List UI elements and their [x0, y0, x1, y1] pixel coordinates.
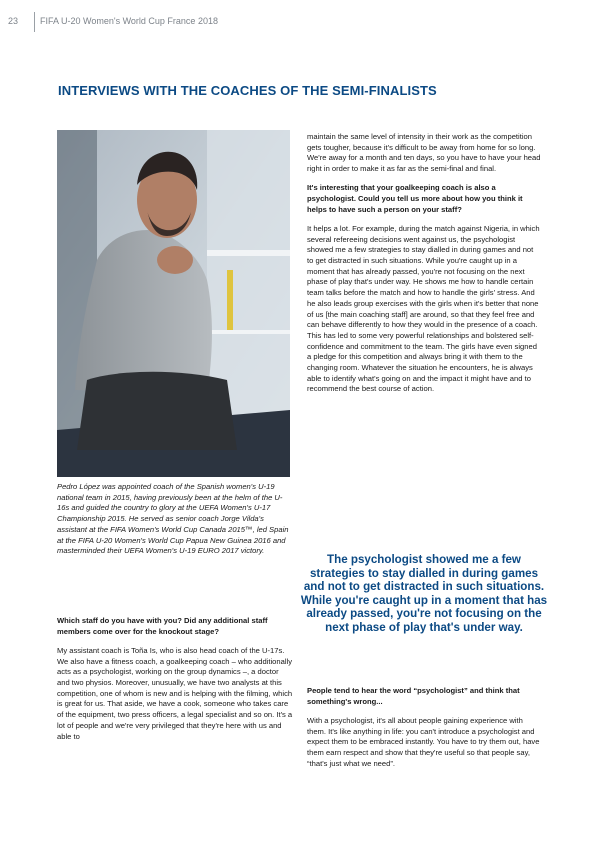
question-staff: Which staff do you have with you? Did any additional staff members come over for the knockout stage?: [57, 616, 268, 636]
photo-caption: Pedro López was appointed coach of the Spanish women's U-19 national team in 2015, having previously been at the helm of the U-16s and guided the country to glory at the UEFA Women's U-17 Championship 2015. He served as senior coach Jorge Vilda's assistant at the FIFA Women's World Cup Canada 2015™, led Spain at the FIFA U-20 Women's World Cup Papua New Guinea 2016 and masterminded their UEFA Women's U-19 EURO 2017 victory.: [57, 482, 289, 556]
question-psychologist: It's interesting that your goalkeeping coach is also a psychologist. Could you tell us more about how you think it helps to have such a person on your staff?: [307, 183, 523, 214]
page-number: 23: [8, 16, 19, 26]
running-title: FIFA U-20 Women's World Cup France 2018: [40, 16, 218, 26]
left-column-text: [57, 616, 293, 751]
header-divider: [34, 12, 35, 32]
right-column-bottom: [307, 686, 541, 778]
coach-photo: [57, 130, 290, 477]
answer-psychologist: It helps a lot. For example, during the match against Nigeria, in which several refereeing decisions went against us, the psychologist showed me a few strategies to stay dialled in during games and not to get distracted in such situations. While you're caught up in a moment that has already passed, you're not focusing on the next phase of play that's under way. He shows me how to handle certain team talks before the match and how to handle the girls' stress. And he also leads group exercises with the girls when it's better that none of us [the main coaching staff] are around, so that they feel free and can behave differently to how they would in the presence of a coach. This has led to some very powerful relationships and bolstered self-confidence and commitment to the team. The girls have even signed a pledge for this competition and always bring it with them to the changing room. Whatever the situation he encounters, he is always able to identify what's going on and the impact it might have and to recommend the best course of action.: [307, 223, 540, 394]
right-column-text: [307, 132, 541, 404]
page-header: [0, 0, 596, 40]
answer-psychologist-perception: With a psychologist, it's all about people gaining experience with them. It's like anything in life: you can't introduce a psychologist and expect them to be embraced instantly. You have to try them out, have them earn respect and show that they're useful so that people say, “that's just what we need”.: [307, 715, 540, 768]
question-psychologist-perception: People tend to hear the word “psychologist” and think that something's wrong...: [307, 686, 520, 706]
coach-photo-icon: [57, 130, 290, 477]
answer-staff: My assistant coach is Toña Is, who is also head coach of the U-17s. We also have a fitness coach, a goalkeeping coach – who additionally acts as a psychologist, working on the group dynamics –, a doctor and two physios. Moreover, unusually, we have two analysts at this competition, one of whom is new and is helping with the filming, which is great for us. That aside, we have a cook, someone who takes care of the equipment, two press officers, a legal specialist and so on. It's a lot of people and we're very privileged that they're here with us and able to: [57, 645, 293, 741]
pull-quote: The psychologist showed me a few strategies to stay dialled in during games and not to get distracted in such situations. While you're caught up in a moment that has already passed, you're not focusing on the next phase of play that's under way.: [300, 553, 548, 634]
section-title: INTERVIEWS WITH THE COACHES OF THE SEMI-FINALISTS: [58, 83, 437, 98]
answer-staff-continued: maintain the same level of intensity in their work as the competition gets tougher, because it's difficult to be away from home for so long. We're away for a month and ten days, so you have to have your head right in order to make it as far as the semi-final and final.: [307, 132, 541, 174]
